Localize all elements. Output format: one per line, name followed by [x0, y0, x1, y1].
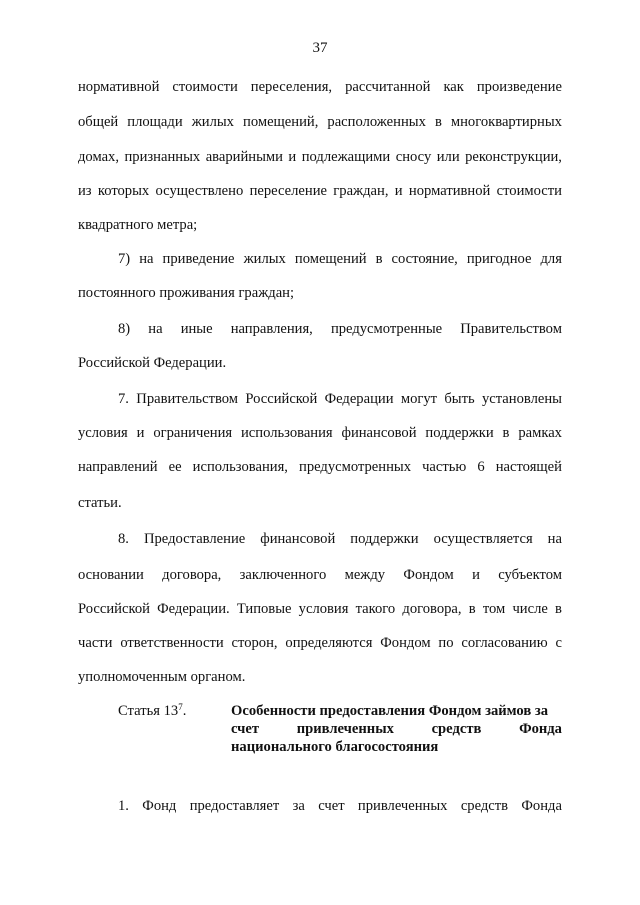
text-line: 8. Предоставление финансовой поддержки осуществляется на — [118, 531, 562, 547]
text-line: уполномоченным органом. — [78, 669, 246, 685]
text-line: части ответственности сторон, определяются Фондом по согласованию с — [78, 635, 562, 651]
article-heading-line: национального благосостояния — [231, 739, 439, 755]
text-line: 7. Правительством Российской Федерации могут быть установлены — [118, 391, 562, 407]
text-line: статьи. — [78, 495, 122, 511]
text-line: 8) на иные направления, предусмотренные Правительством — [118, 321, 562, 337]
text-line: направлений ее использования, предусмотренных частью 6 настоящей — [78, 459, 562, 475]
text-line: общей площади жилых помещений, расположенных в многоквартирных — [78, 114, 562, 130]
text-line: Российской Федерации. — [78, 355, 227, 371]
text-line: квадратного метра; — [78, 217, 198, 233]
text-line: Российской Федерации. Типовые условия такого договора, в том числе в — [78, 601, 562, 617]
text-line: 7) на приведение жилых помещений в состояние, пригодное для — [118, 251, 562, 267]
text-line: постоянного проживания граждан; — [78, 285, 295, 301]
article-heading-line: Особенности предоставления Фондом займов за — [231, 703, 549, 719]
text-line: из которых осуществлено переселение граждан, и нормативной стоимости — [78, 183, 562, 199]
article-superscript: 7 — [178, 702, 183, 712]
page-number: 37 — [312, 40, 328, 56]
text-line: условия и ограничения использования финансовой поддержки в рамках — [78, 425, 562, 441]
text-line: 1. Фонд предоставляет за счет привлеченных средств Фонда — [118, 798, 562, 814]
text-line: домах, признанных аварийными и подлежащими сносу или реконструкции, — [78, 149, 562, 165]
article-heading-line: счет привлеченных средств Фонда — [231, 721, 562, 737]
text-line: нормативной стоимости переселения, рассчитанной как произведение — [78, 79, 562, 95]
text-line: основании договора, заключенного между Фондом и субъектом — [78, 567, 562, 583]
article-label: Статья $13^7$. — [118, 702, 187, 719]
